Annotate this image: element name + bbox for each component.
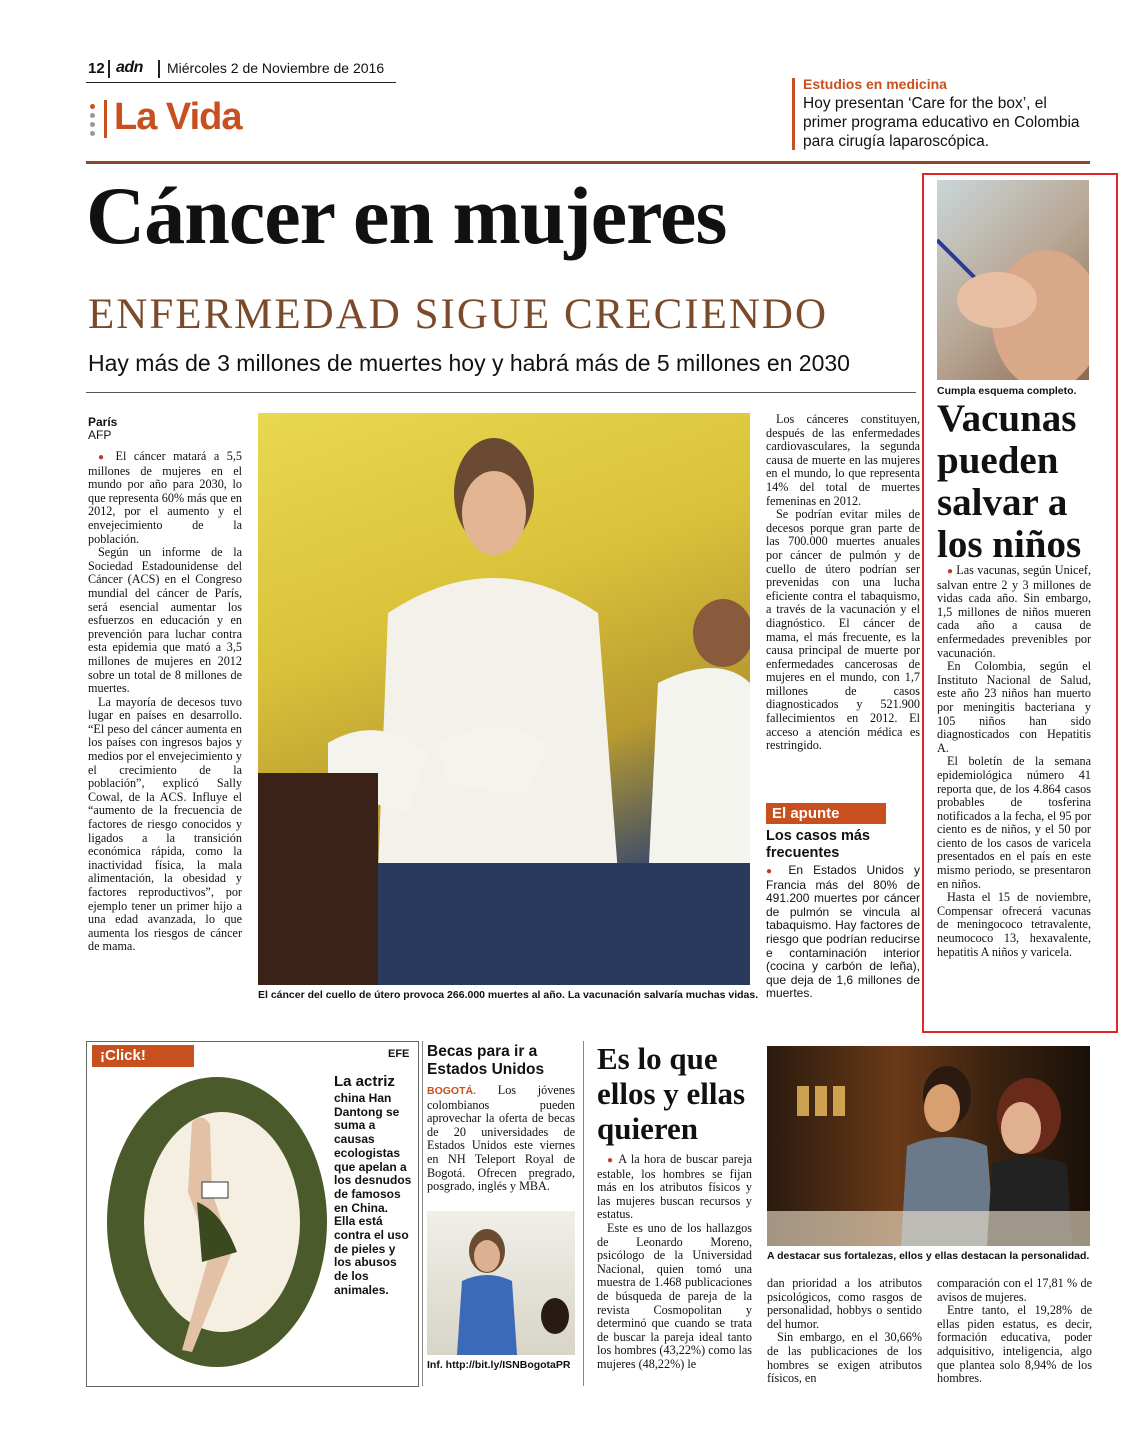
main-col1: [88, 450, 242, 954]
paragraph: ● A la hora de buscar pareja estable, los hombres se fijan más en los atributos físicos y las mujeres buscan recursos y estatus.: [597, 1153, 752, 1222]
vacunas-body: [937, 564, 1091, 959]
becas-body: Los jóvenes colombianos pueden aprovechar la oferta de becas de 20 universidades de Estados Unidos este viernes en NH Teleport Royal de Bogotá. Ofrecen pregrado, posgrado, inglés y MBA.: [427, 1083, 576, 1194]
quieren-photo: [767, 1046, 1090, 1246]
becas-text: [427, 1084, 575, 1194]
main-col2: [766, 413, 920, 753]
paragraph: Se podrían evitar miles de decesos porque gran parte de las 700.000 muertes anuales por cáncer de pulmón y de cuello de útero podrían ser prevenidas con una lucha eficiente contra el tabaquismo, a través de la vacunación y el diagnóstico. El cáncer de mama, el más frecuente, es la causa principal de muerte por enfermedades cancerosas de mujeres en el mundo, con 1,7 millones de casos diagnosticados y 521.900 fallecimientos en 2012. El acceso a atención médica es restringido.: [766, 507, 920, 753]
paragraph: dan prioridad a los atributos psicológicos, como rasgos de personalidad, hobbys o sentido del humor.: [767, 1276, 922, 1331]
issue-date: Miércoles 2 de Noviembre de 2016: [167, 60, 385, 76]
page-number: 12: [88, 60, 105, 77]
paragraph: Los cánceres constituyen, después de las enfermedades cardiovasculares, la segunda causa de muerte en las mujeres en el mundo, lo que representa 14% del total de muertes femeninas en 2012.: [766, 412, 920, 508]
becas-headline: Becas para ir a Estados Unidos: [427, 1043, 545, 1078]
paragraph: Hasta el 15 de noviembre, Compensar ofrecerá vacunas de meningococo tetravalente, neumococo 13, hexavalente, hepatitis A niños y varicela.: [937, 890, 1091, 959]
brand-logo: adn: [116, 59, 143, 76]
paragraph: En Colombia, según el Instituto Nacional de Salud, este año 23 niños han muerto por meningitis bacteriana y 105 niños han sido diagnosticados con Hepatitis A.: [937, 659, 1091, 755]
teaser-text: Hoy presentan ‘Care for the box’, el primer programa educativo en Colombia para cirugía laparoscópica.: [803, 95, 1080, 150]
paragraph: El boletín de la semana epidemiológica número 41 reporta que, de los 4.864 casos probables de tosferina notificados a la fecha, el 95 por ciento es de niños, y el 50 por ciento de los casos de varicela presentados en el país en este mismo periodo, se presentaron en niños.: [937, 754, 1091, 891]
teaser-kicker: Estudios en medicina: [803, 76, 947, 92]
quieren-col3: [937, 1277, 1092, 1386]
becas-dateline: BOGOTÁ.: [427, 1085, 476, 1097]
deck-rule: [86, 392, 916, 393]
quieren-col1: [597, 1153, 752, 1372]
divider: [108, 60, 110, 78]
paragraph: ● Las vacunas, según Unicef, salvan entre 2 y 3 millones de vidas cada año. Sin embargo, 1,5 millones de niños mueren cada año a causa de enfermedades prevenibles por vacunación.: [937, 564, 1091, 660]
section-dots: [90, 104, 96, 136]
quieren-col2: [767, 1277, 922, 1386]
paragraph: Este es uno de los hallazgos de Leonardo Moreno, psicólogo de la Universidad Nacional, quien tomó una muestra de 1.468 publicaciones de búsqueda de pareja de la revista Cosmopolitan y determinó que cuando se trata de buscar la pareja ideal tanto los hombres (43,22%) como las mujeres (48,22%) le: [597, 1220, 752, 1371]
main-headline: Cáncer en mujeres: [86, 170, 727, 261]
apunte-title: Los casos más frecuentes: [766, 828, 870, 861]
vacunas-photo: [937, 180, 1089, 380]
quieren-photo-caption: A destacar sus fortalezas, ellos y ellas destacan la personalidad.: [767, 1250, 1090, 1262]
dateline: París: [88, 415, 118, 429]
becas-photo: [427, 1211, 575, 1355]
main-photo-caption: El cáncer del cuello de útero provoca 266.000 muertes al año. La vacunación salvaría muchas vidas.: [258, 989, 759, 1001]
main-photo: [258, 413, 750, 985]
vacunas-headline: Vacunas pueden salvar a los niños: [937, 397, 1082, 566]
paragraph: Entre tanto, el 19,28% de ellas piden estatus, es decir, formación educativa, poder adquisitivo, inteligencia, algo que plantea solo 8,94% de los hombres.: [937, 1303, 1092, 1386]
section-bar: [104, 100, 107, 138]
top-rule: [86, 82, 396, 83]
becas-info: Inf. http://bit.ly/ISNBogotaPR: [427, 1359, 571, 1371]
vacunas-photo-caption: Cumpla esquema completo.: [937, 385, 1077, 397]
teaser-bar: [792, 78, 795, 150]
main-deck: Hay más de 3 millones de muertes hoy y habrá más de 5 millones en 2030: [88, 350, 850, 376]
click-photo: [92, 1072, 330, 1380]
paragraph: ● El cáncer matará a 5,5 millones de mujeres en el mundo por año para 2030, lo que representa 60% más que en 2012, por el aumento y el envejecimiento de la población.: [88, 450, 242, 546]
apunte-body: En Estados Unidos y Francia más del 80% de 491.200 muertes por cáncer de pulmón se vincula al tabaquismo. Hay factores de riesgo que podrían reducirse e contaminación interior (cocina y carbón de leña), que deja de 1,6 millones de muertes.: [766, 863, 920, 1001]
paragraph: Sin embargo, en el 30,66% de las publicaciones de los hombres se exigen atributos físicos, en: [767, 1330, 922, 1386]
section-title: La Vida: [114, 96, 242, 138]
apunte-label: El apunte: [766, 803, 886, 824]
apunte-text: [766, 864, 920, 1001]
main-subhead: ENFERMEDAD SIGUE CRECIENDO: [88, 291, 828, 338]
click-agency: EFE: [388, 1048, 410, 1060]
click-text: china Han Dantong se suma a causas ecologistas que apelan a los desnudos de famosos en China. Ella está contra el uso de pieles y los abusos de los animales.: [334, 1091, 412, 1297]
paragraph: La mayoría de decesos tuvo lugar en países en desarrollo. “El peso del cáncer aumenta en los países con ingresos bajos y medios por el envejecimiento y el crecimiento de la población”, explicó Sally Cowal, de la ACS. Influye el “aumento de la frecuencia de factores de riesgo conocidos y ligados a la transición económica rápida, como la inactividad física, la mala alimentación, la obesidad y factores reproductivos”, por ejemplo tener un primer hijo a una edad avanzada, lo que aumenta los riesgos de cáncer de mama.: [88, 694, 242, 954]
click-label: ¡Click!: [92, 1045, 194, 1067]
quieren-headline: Es lo que ellos y ellas quieren: [597, 1041, 746, 1146]
click-lead: La actriz: [334, 1073, 395, 1090]
paragraph: comparación con el 17,81 % de avisos de mujeres.: [937, 1276, 1092, 1304]
becas-rule-right: [583, 1041, 584, 1386]
becas-rule: [422, 1041, 423, 1386]
divider: [158, 60, 160, 78]
section-rule: [86, 161, 1090, 164]
paragraph: Según un informe de la Sociedad Estadounidense del Cáncer (ACS) en el Congreso mundial del cáncer de París, será esencial aumentar los esfuerzos en educación y en prevención para luchar contra esta epidemia que mató a 3,5 millones de mujeres en 2012 sobre un total de 8 millones de muertes.: [88, 545, 242, 696]
agency: AFP: [88, 428, 112, 442]
